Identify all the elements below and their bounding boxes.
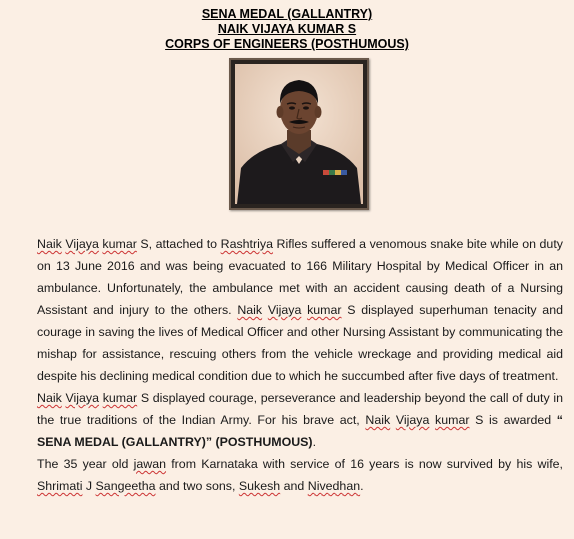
recipient-unit: CORPS OF ENGINEERS (POSTHUMOUS): [165, 37, 409, 51]
proper-noun: Sangeetha: [95, 479, 156, 493]
proper-noun: Naik: [237, 303, 263, 317]
proper-noun: Rashtriya: [220, 237, 273, 251]
proper-noun: jawan: [133, 457, 167, 471]
award-name: “ SENA MEDAL (GALLANTRY)” (POSTHUMOUS): [37, 413, 563, 449]
paragraph-text: from Karnataka with service of 16 years is now survived by his wife,: [166, 457, 563, 471]
paragraph-text: S displayed superhuman tenacity and courage in saving the lives of Medical Officer and other Nursing Assistant by communicating the mishap for assistance, rescuing others from the vehicle wreckage and providing medical aid despite his declining medical condition due to which he succumbed after five days of treatment.: [37, 303, 563, 383]
proper-noun: Naik: [37, 237, 62, 251]
portrait-photo: [229, 58, 369, 210]
proper-noun: Naik: [365, 413, 391, 427]
paragraph-text: J: [82, 479, 96, 493]
citation-paragraph-3: [37, 453, 563, 497]
citation-header: [0, 7, 574, 52]
proper-noun: kumar: [102, 237, 137, 251]
proper-noun: Vijaya: [267, 303, 302, 317]
citation-body: [37, 233, 563, 497]
proper-noun: Vijaya: [65, 391, 100, 405]
paragraph-text: S displayed courage, perseverance and leadership beyond the call of duty in the true traditions of the Indian Army. For his brave act,: [37, 391, 563, 427]
paragraph-text: .: [312, 435, 317, 449]
citation-paragraph-1: [37, 233, 563, 387]
proper-noun: Nivedhan: [307, 479, 361, 493]
paragraph-text: and two sons,: [155, 479, 239, 493]
proper-noun: Naik: [37, 391, 62, 405]
proper-noun: kumar: [307, 303, 342, 317]
proper-noun: Shrimati: [37, 479, 83, 493]
recipient-name: NAIK VIJAYA KUMAR S: [217, 22, 357, 36]
paragraph-text: .: [360, 479, 364, 493]
paragraph-text: The 35 year old: [37, 457, 134, 471]
proper-noun: Sukesh: [238, 479, 281, 493]
soldier-portrait-icon: [235, 64, 363, 204]
citation-paragraph-2: [37, 387, 563, 453]
paragraph-text: and: [280, 479, 308, 493]
proper-noun: kumar: [102, 391, 138, 405]
paragraph-text: Rifles suffered a venomous snake bite while on duty on 13 June 2016 and was being evacuated to 166 Military Hospital by Medical Officer in an ambulance. Unfortunately, the ambulance met with an accident causing death of a Nursing Assistant and injury to the others.: [37, 237, 563, 317]
proper-noun: Vijaya: [395, 413, 430, 427]
proper-noun: Vijaya: [65, 237, 99, 251]
paragraph-text: S, attached to: [136, 237, 221, 251]
award-title: SENA MEDAL (GALLANTRY): [201, 7, 373, 21]
paragraph-text: S is awarded: [469, 413, 557, 427]
proper-noun: kumar: [435, 413, 470, 427]
